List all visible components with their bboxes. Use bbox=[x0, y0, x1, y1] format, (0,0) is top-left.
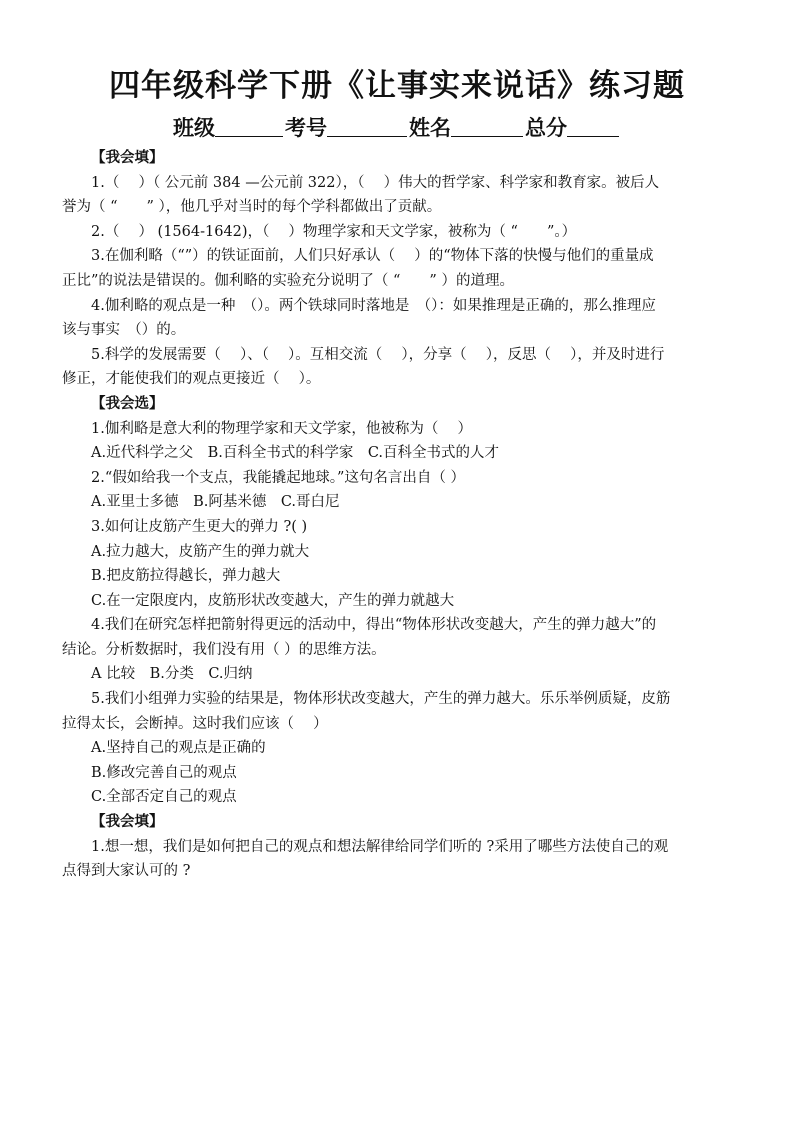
question-line: 修正，才能使我们的观点更接近（ ）。 bbox=[62, 371, 321, 388]
option-line: A.坚持自己的观点是正确的 bbox=[91, 740, 266, 757]
question-line: 2.“假如给我一个支点，我能撬起地球。”这句名言出自（ ） bbox=[91, 469, 466, 486]
score-label: 总分 bbox=[525, 116, 567, 140]
page-title: 四年级科学下册《让事实来说话》练习题 bbox=[109, 68, 685, 104]
class-label: 班级 bbox=[173, 116, 215, 140]
section-heading-choice: 【我会选】 bbox=[91, 395, 164, 412]
option-line: A.亚里士多德 B.阿基米德 C.哥白尼 bbox=[91, 494, 340, 511]
question-line: 点得到大家认可的 ? bbox=[62, 863, 191, 880]
question-line: 3.在伽利略（“”）的铁证面前，人们只好承认（ ）的“物体下落的快慢与他们的重量成 bbox=[91, 248, 654, 265]
section-heading-fill-2: 【我会填】 bbox=[91, 814, 164, 831]
question-line: 5.科学的发展需要（ ）、（ ）。互相交流（ ），分享（ ），反思（ ），并及时进行 bbox=[91, 346, 665, 363]
question-line: 正比”的说法是错误的。伽利略的实验充分说明了（ “ ” ）的道理。 bbox=[62, 272, 514, 289]
question-line: 1.伽利略是意大利的物理学家和天文学家，他被称为（ ） bbox=[91, 420, 472, 437]
option-line: B.把皮筋拉得越长，弹力越大 bbox=[91, 568, 281, 585]
question-line: 结论。分析数据时，我们没有用（ ）的思维方法。 bbox=[62, 641, 386, 658]
question-line: 1.想一想，我们是如何把自己的观点和想法解律给同学们听的 ?采用了哪些方法使自己的观 bbox=[91, 838, 669, 855]
exam-no-label: 考号 bbox=[285, 116, 327, 140]
question-line: 拉得太长，会断掉。这时我们应该（ ） bbox=[62, 715, 328, 732]
option-line: C.在一定限度内，皮筋形状改变越大，产生的弹力就越大 bbox=[91, 592, 455, 609]
question-line: 4.伽利略的观点是一种 （）。两个铁球同时落地是 （）：如果推理是正确的，那么推理应 bbox=[91, 297, 656, 314]
question-line: 4.我们在研究怎样把箭射得更远的活动中，得出“物体形状改变越大，产生的弹力越大”的 bbox=[91, 617, 657, 634]
name-blank[interactable] bbox=[451, 116, 523, 137]
question-line: 1.（ ）（ 公元前 384 —公元前 322），（ ）伟大的哲学家、科学家和教育家。被后人 bbox=[91, 174, 660, 191]
question-line: 该与事实 （）的。 bbox=[62, 322, 186, 339]
question-line: 3.如何让皮筋产生更大的弹力 ?( ) bbox=[91, 518, 308, 535]
question-line: 5.我们小组弹力实验的结果是，物体形状改变越大，产生的弹力越大。乐乐举例质疑，皮筋 bbox=[91, 691, 671, 708]
name-label: 姓名 bbox=[409, 116, 451, 140]
option-line: A.拉力越大，皮筋产生的弹力就大 bbox=[91, 543, 310, 560]
option-line: B.修改完善自己的观点 bbox=[91, 764, 237, 781]
student-info-row bbox=[0, 112, 794, 142]
option-line: A.近代科学之父 B.百科全书式的科学家 C.百科全书式的人才 bbox=[91, 445, 500, 462]
option-line: A 比较 B.分类 C.归纳 bbox=[91, 666, 253, 683]
option-line: C.全部否定自己的观点 bbox=[91, 789, 237, 806]
class-blank[interactable] bbox=[215, 116, 283, 137]
question-line: 2.（ ） (1564-1642)，（ ）物理学家和天文学家，被称为（ “ ”。） bbox=[91, 223, 577, 240]
questions bbox=[62, 146, 737, 884]
section-heading-fill: 【我会填】 bbox=[91, 150, 164, 166]
score-blank[interactable] bbox=[567, 116, 619, 137]
question-line: 誉为（ “ ” ），他几乎对当时的每个学科都做出了贡献。 bbox=[62, 199, 442, 216]
exam-no-blank[interactable] bbox=[327, 116, 407, 137]
